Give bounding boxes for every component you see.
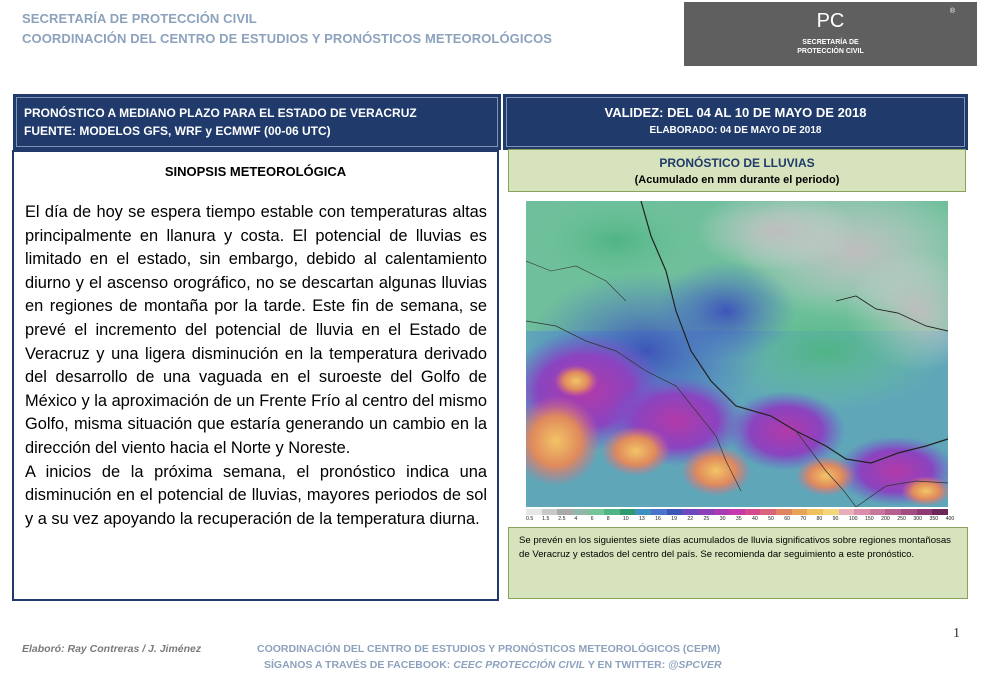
rain-forecast-subtitle: (Acumulado en mm durante el periodo)	[634, 174, 840, 186]
scale-tick-label: 1.5	[542, 516, 550, 522]
validity-range: VALIDEZ: DEL 04 AL 10 DE MAYO DE 2018	[604, 105, 867, 120]
scale-swatch	[635, 509, 651, 515]
logo-initials: PC	[816, 10, 845, 32]
scale-tick-label: 19	[671, 516, 678, 522]
scale-tick-label: 400	[945, 516, 955, 522]
logo-sub2: PROTECCIÓN CIVIL	[797, 48, 864, 55]
footer-org: COORDINACIÓN DEL CENTRO DE ESTUDIOS Y PRONÓSTICOS METEOROLÓGICOS (CEPM)	[257, 643, 721, 655]
footer-social	[264, 659, 722, 671]
scale-swatch	[760, 509, 776, 515]
scale-tick-label: 16	[655, 516, 661, 522]
synopsis-paragraph-2: A inicios de la próxima semana, el pronóstico indica una disminución en el potencial de lluvias, mayores periodos de sol y a su vez apoyando la recuperación de la temperatura diurna.	[25, 462, 487, 528]
logo-registered-mark: ®	[949, 8, 955, 15]
scale-swatch	[839, 509, 855, 515]
header-coordinacion: COORDINACIÓN DEL CENTRO DE ESTUDIOS Y PRONÓSTICOS METEOROLÓGICOS	[22, 31, 553, 46]
footer-follow-mid: Y EN TWITTER:	[587, 659, 666, 671]
scale-tick-label: 8	[606, 516, 610, 522]
scale-swatch	[667, 509, 683, 515]
scale-tick-label: 22	[687, 516, 694, 522]
scale-tick-label: 30	[719, 516, 726, 522]
rain-forecast-title: PRONÓSTICO DE LLUVIAS	[659, 156, 815, 170]
rain-note-box	[508, 527, 968, 599]
pc-logo	[684, 2, 977, 66]
page-number: 1	[953, 626, 960, 641]
scale-swatch	[604, 509, 620, 515]
scale-tick-label: 250	[897, 516, 906, 522]
scale-swatch	[557, 509, 573, 515]
scale-tick-label: 300	[913, 516, 923, 522]
logo-subtitle	[684, 38, 977, 56]
scale-swatch	[589, 509, 605, 515]
logo-sub1: SECRETARÍA DE	[802, 39, 859, 46]
prepared-date: ELABORADO: 04 DE MAYO DE 2018	[649, 125, 822, 136]
scale-swatch	[620, 509, 636, 515]
rain-note: Se prevén en los siguientes siete días acumulados de lluvia significativos sobre regiones montañosas de Veracruz y estados del centro del país. Se recomienda dar seguimiento a este pronóstico.	[519, 535, 951, 560]
scale-swatch	[682, 509, 698, 515]
scale-tick-label: 80	[816, 516, 823, 522]
synopsis-title: SINOPSIS METEOROLÓGICA	[164, 164, 347, 179]
scale-tick-label: 0.5	[526, 516, 534, 522]
scale-swatch	[870, 509, 886, 515]
footer-follow-prefix: SÍGANOS A TRAVÉS DE FACEBOOK:	[264, 659, 451, 671]
scale-swatch	[729, 509, 745, 515]
scale-swatch	[542, 509, 558, 515]
scale-tick-label: 350	[929, 516, 939, 522]
rain-accumulation-map	[526, 201, 948, 507]
scale-tick-label: 10	[622, 516, 629, 522]
scale-swatches	[526, 509, 948, 515]
scale-tick-label: 6	[590, 516, 594, 522]
scale-tick-label: 70	[800, 516, 807, 522]
scale-swatch	[901, 509, 917, 515]
scale-tick-label: 150	[864, 516, 874, 522]
footer-facebook-link[interactable]: CEEC PROTECCIÓN CIVIL	[453, 659, 586, 671]
synopsis-body	[25, 201, 487, 531]
rain-color-scale	[526, 509, 962, 525]
scale-tick-label: 100	[848, 516, 858, 522]
scale-swatch	[807, 509, 823, 515]
scale-swatch	[745, 509, 761, 515]
scale-swatch	[823, 509, 839, 515]
scale-swatch	[526, 509, 542, 515]
scale-swatch	[698, 509, 714, 515]
scale-swatch	[714, 509, 730, 515]
validity-bar	[503, 94, 968, 150]
scale-ticks	[526, 516, 962, 522]
scale-swatch	[885, 509, 901, 515]
scale-tick-label: 60	[784, 516, 791, 522]
synopsis-paragraph-1: El día de hoy se espera tiempo estable con temperaturas altas principalmente en llanura y costa. El potencial de lluvias es limitado en el estado, sin embargo, debido al calentamiento diurno y el ascenso orográfico, no se descartan algunas lluvias en regiones de montaña por la tarde. Este fin de semana, se prevé el incremento del potencial de lluvia en el Estado de Veracruz y una ligera disminución en la temperatura derivado del desarrollo de una vaguada en el suroeste del Golfo de México y la aproximación de un Frente Frío al centro del mismo Golfo, misma situación que estaría generando un cambio en la dirección del viento hacia el Norte y Noreste.	[25, 203, 487, 457]
scale-tick-label: 200	[881, 516, 890, 522]
forecast-source: FUENTE: MODELOS GFS, WRF y ECMWF (00-06 UTC)	[24, 124, 331, 138]
scale-swatch	[776, 509, 792, 515]
footer-author: Elaboró: Ray Contreras / J. Jiménez	[22, 643, 202, 655]
scale-tick-label: 90	[832, 516, 839, 522]
scale-tick-label: 40	[751, 516, 758, 522]
rain-forecast-header	[508, 149, 966, 192]
forecast-title-bar	[13, 94, 501, 150]
scale-tick-label: 35	[735, 516, 742, 522]
scale-swatch	[651, 509, 667, 515]
scale-swatch	[573, 509, 589, 515]
scale-tick-label: 50	[768, 516, 774, 522]
scale-swatch	[854, 509, 870, 515]
scale-tick-label: 4	[574, 516, 578, 522]
scale-swatch	[917, 509, 933, 515]
scale-tick-label: 2.5	[558, 516, 566, 522]
scale-swatch	[932, 509, 948, 515]
header-secretaria: SECRETARÍA DE PROTECCIÓN CIVIL	[22, 11, 257, 26]
footer-twitter-link[interactable]: @SPCVER	[668, 659, 722, 671]
synopsis-panel	[12, 150, 499, 601]
scale-tick-label: 13	[638, 516, 645, 522]
forecast-title: PRONÓSTICO A MEDIANO PLAZO PARA EL ESTADO DE VERACRUZ	[24, 106, 417, 120]
scale-tick-label: 25	[703, 516, 710, 522]
scale-swatch	[792, 509, 808, 515]
